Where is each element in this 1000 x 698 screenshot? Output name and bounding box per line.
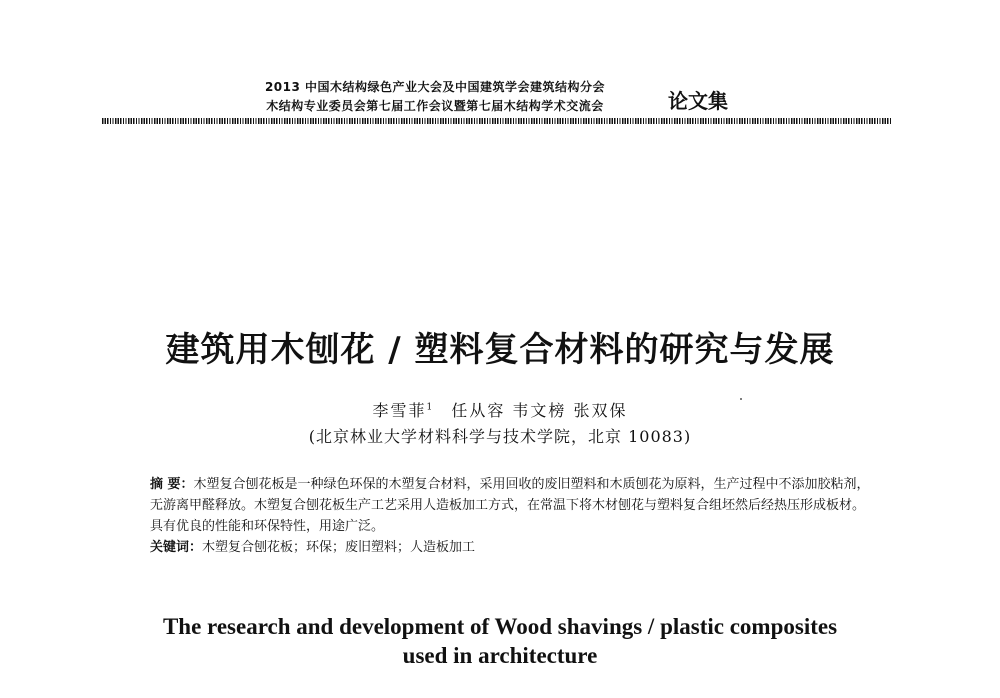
header-rule — [102, 118, 892, 124]
scan-speck — [740, 398, 742, 400]
title-en-line-1: The research and development of Wood shavings / plastic composites — [162, 614, 838, 639]
keywords-text: 木塑复合刨花板；环保；废旧塑料；人造板加工 — [202, 540, 476, 555]
cut-off-author-line — [230, 684, 770, 698]
keywords-label: 关键词： — [150, 540, 203, 555]
author-superscript: 1 — [426, 402, 435, 413]
abstract-label: 摘 要： — [150, 477, 194, 492]
abstract-paragraph — [150, 474, 870, 537]
other-authors: 任从容 韦文榜 张双保 — [451, 401, 628, 420]
collection-label: 论文集 — [668, 89, 728, 113]
keywords-line — [150, 537, 870, 558]
header-line-1: 2013 中国木结构绿色产业大会及中国建筑学会建筑结构分会 — [264, 80, 606, 94]
header-line-2: 木结构专业委员会第七届工作会议暨第七届木结构学术交流会 — [266, 99, 604, 113]
paper-title-chinese: 建筑用木刨花 / 塑料复合材料的研究与发展 — [165, 330, 835, 370]
abstract-text: 木塑复合刨花板是一种绿色环保的木塑复合材料，采用回收的废旧塑料和木质刨花为原料，生产过程中不添加胶粘剂，无游离甲醛释放。木塑复合刨花板生产工艺采用人造板加工方式，在常温下将木材刨花与塑料复合组坯然后经热压形成板材。具有优良的性能和环保特性，用途广泛。 — [150, 477, 870, 534]
title-en-line-2: used in architecture — [402, 643, 598, 668]
proceedings-header — [205, 78, 665, 116]
author-list — [0, 398, 1000, 421]
first-author: 李雪菲 — [372, 401, 427, 420]
paper-title-english — [60, 612, 940, 670]
abstract-block — [150, 474, 870, 558]
affiliation: (北京林业大学材料科学与技术学院，北京 10083) — [308, 427, 692, 446]
